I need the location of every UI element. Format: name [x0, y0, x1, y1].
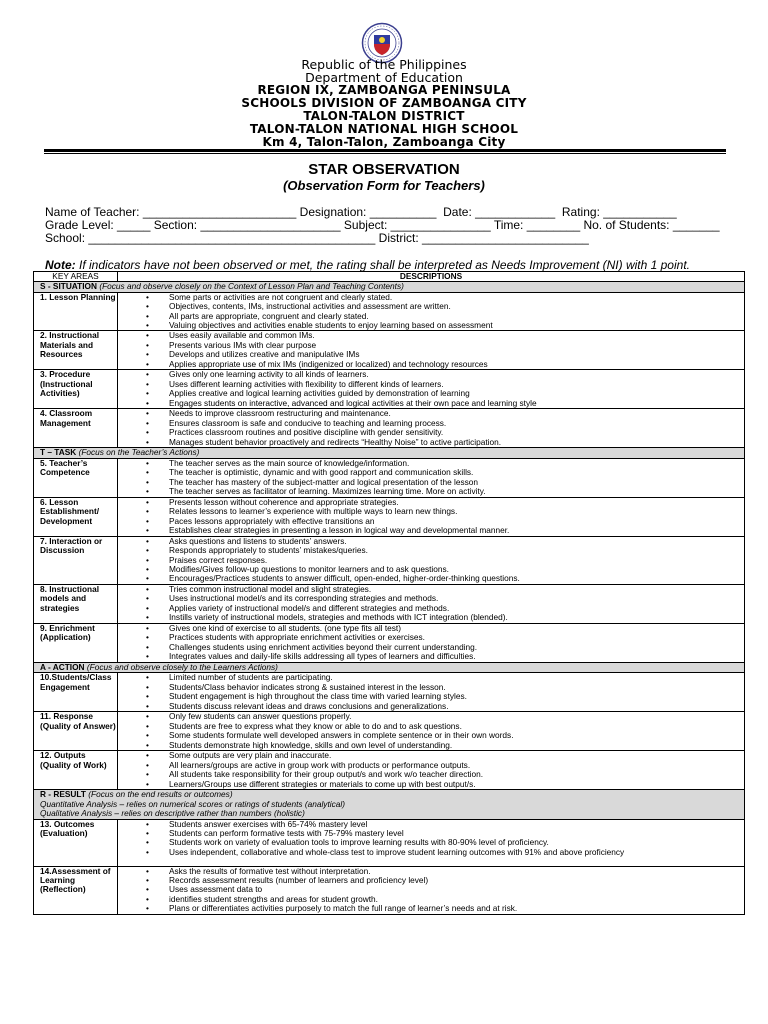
address-line: Km 4, Talon-Talon, Zamboanga City — [262, 135, 506, 149]
table-row — [34, 409, 745, 448]
list-item: • Develops and utilizes creative and manipulative IMs — [124, 350, 744, 359]
description-cell — [118, 292, 745, 331]
field-line-1: Name of Teacher: _______________________ Designation: __________ Date: ____________ Rating: ___________ — [45, 205, 677, 219]
list-item: • Uses instructional model/s and its corresponding strategies and methods. — [124, 594, 744, 603]
list-item: • Needs to improve classroom restructuring and maintenance. — [124, 409, 744, 418]
description-list — [124, 293, 744, 331]
key-areas-header: KEY AREAS — [34, 272, 118, 282]
description-list — [124, 459, 744, 497]
section-row — [34, 662, 745, 672]
description-cell — [118, 458, 745, 497]
key-area-cell: 11. Response (Quality of Answer) — [34, 712, 118, 751]
list-item: • Records assessment results (number of learners and proficiency level) — [124, 876, 744, 885]
description-list — [124, 331, 744, 369]
list-item: • Students demonstrate high knowledge, skills and own level of understanding. — [124, 741, 744, 750]
key-area-cell: 5. Teacher’s Competence — [34, 458, 118, 497]
description-cell — [118, 584, 745, 623]
list-item: • Presents various IMs with clear purpose — [124, 341, 744, 350]
table-row — [34, 370, 745, 409]
description-cell — [118, 536, 745, 584]
key-area-cell: 13. Outcomes (Evaluation) — [34, 819, 118, 866]
description-list — [124, 820, 744, 858]
department-line: Department of Education — [305, 70, 463, 85]
header-rule-thin — [44, 153, 726, 154]
list-item: • Gives only one learning activity to all kinds of learners. — [124, 370, 744, 379]
list-item: • The teacher is optimistic, dynamic and with good rapport and communication skills. — [124, 468, 744, 477]
key-area-cell: 3. Procedure (Instructional Activities) — [34, 370, 118, 409]
key-area-cell: 12. Outputs (Quality of Work) — [34, 751, 118, 790]
table-body — [34, 282, 745, 914]
table-row — [34, 536, 745, 584]
school-line: TALON-TALON NATIONAL HIGH SCHOOL — [249, 122, 519, 136]
section-focus: (Focus on the end results or outcomes) — [85, 789, 233, 800]
table-row — [34, 497, 745, 536]
description-cell — [118, 497, 745, 536]
description-cell — [118, 866, 745, 914]
list-item: • The teacher serves as facilitator of learning. Maximizes learning time. More on activity. — [124, 487, 744, 496]
key-area-cell: 4. Classroom Management — [34, 409, 118, 448]
table-row — [34, 584, 745, 623]
list-item: • Uses different learning activities with flexibility to different kinds of learners. — [124, 380, 744, 389]
key-area-cell: 2. Instructional Materials and Resources — [34, 331, 118, 370]
division-line: SCHOOLS DIVISION OF ZAMBOANGA CITY — [241, 96, 527, 110]
list-item: • Student engagement is high throughout the class time with varied learning styles. — [124, 692, 744, 701]
description-cell — [118, 712, 745, 751]
list-item: • Plans or differentiates activities purposely to match the full range of learner’s needs and at risk. — [124, 904, 744, 913]
list-item: • Ensures classroom is safe and conducive to teaching and learning process. — [124, 419, 744, 428]
description-cell — [118, 623, 745, 662]
table-row — [34, 866, 745, 914]
key-area-cell: 10.Students/Class Engagement — [34, 673, 118, 712]
form-subtitle: (Observation Form for Teachers) — [283, 178, 485, 193]
table-header-row — [34, 272, 745, 282]
section-heading — [34, 282, 745, 292]
list-item: • Some students formulate well developed answers in complete sentence or in their own words. — [124, 731, 744, 740]
list-item: • Students/Class behavior indicates strong & sustained interest in the lesson. — [124, 683, 744, 692]
list-item: • Uses easily available and common IMs. — [124, 331, 744, 340]
list-item: • Students can perform formative tests with 75-79% mastery level — [124, 829, 744, 838]
list-item: • Learners/Groups use different strategies or materials to come up with best output/s. — [124, 780, 744, 789]
description-list — [124, 370, 744, 408]
description-list — [124, 751, 744, 789]
list-item: • Asks the results of formative test without interpretation. — [124, 867, 744, 876]
letterhead-offices — [0, 84, 768, 149]
rating-note — [45, 258, 690, 272]
key-area-cell: 9. Enrichment (Application) — [34, 623, 118, 662]
list-item: • Objectives, contents, IMs, instructional activities and assessment are written. — [124, 302, 744, 311]
section-label: S - SITUATION — [40, 281, 98, 292]
section-focus: (Focus and observe closely to the Learners Actions) — [84, 661, 278, 672]
list-item: • Establishes clear strategies in presenting a lesson in logical way and developmental manner. — [124, 526, 744, 535]
description-cell — [118, 751, 745, 790]
observation-table — [33, 271, 745, 915]
table-row — [34, 819, 745, 866]
region-line: REGION IX, ZAMBOANGA PENINSULA — [257, 83, 511, 97]
field-line-2: Grade Level: _____ Section: _____________________ Subject: _______________ Time: ________ No. of Students: _______ — [45, 218, 720, 232]
descriptions-header: DESCRIPTIONS — [118, 272, 745, 282]
list-item: • Limited number of students are participating. — [124, 673, 744, 682]
letterhead-agency — [0, 58, 768, 84]
section-note: Quantitative Analysis – relies on numerical scores or ratings of students (analytical) — [40, 798, 345, 809]
republic-line: Republic of the Philippines — [301, 57, 467, 72]
list-item: • identifies student strengths and areas for student growth. — [124, 895, 744, 904]
note-label: Note: — [45, 258, 76, 272]
list-item: • Challenges students using enrichment activities beyond their current understanding. — [124, 643, 744, 652]
section-heading — [34, 662, 745, 672]
list-item: • Engages students on interactive, advanced and logical activities at their own pace and learning style — [124, 399, 744, 408]
description-cell — [118, 370, 745, 409]
key-area-cell: 14.Assessment of Learning (Reflection) — [34, 866, 118, 914]
section-label: R - RESULT — [40, 789, 86, 800]
list-item: • All students take responsibility for their group output/s and work w/o teacher direction. — [124, 770, 744, 779]
key-area-cell: 1. Lesson Planning — [34, 292, 118, 331]
description-list — [124, 537, 744, 584]
list-item: • Students work on variety of evaluation tools to improve learning results with 80-90% level of proficiency. — [124, 838, 744, 847]
list-item: • Modifies/Gives follow-up questions to monitor learners and to ask questions. — [124, 565, 744, 574]
description-list — [124, 409, 744, 447]
list-item: • Uses assessment data to — [124, 885, 744, 894]
note-text: If indicators have not been observed or met, the rating shall be interpreted as Needs Improvement (NI) with 1 point. — [75, 258, 690, 272]
list-item: • Applies variety of instructional model/s and different strategies and methods. — [124, 604, 744, 613]
form-title: STAR OBSERVATION — [308, 161, 460, 178]
key-area-cell: 8. Instructional models and strategies — [34, 584, 118, 623]
list-item: • Only few students can answer questions properly. — [124, 712, 744, 721]
list-item: • Practices classroom routines and positive discipline with gender sensitivity. — [124, 428, 744, 437]
table-row — [34, 458, 745, 497]
description-list — [124, 585, 744, 623]
district-line: TALON-TALON DISTRICT — [303, 109, 465, 123]
table-row — [34, 331, 745, 370]
section-heading — [34, 448, 745, 458]
list-item: • Manages student behavior proactively and redirects “Healthy Noise” to active participation. — [124, 438, 744, 447]
list-item: • Students are free to express what they know or able to do and to ask questions. — [124, 722, 744, 731]
list-item: • Tries common instructional model and slight strategies. — [124, 585, 744, 594]
list-item: • Responds appropriately to students’ mistakes/queries. — [124, 546, 744, 555]
list-item: • Asks questions and listens to students’ answers. — [124, 537, 744, 546]
table-row — [34, 712, 745, 751]
list-item: • All learners/groups are active in group work with products or performance outputs. — [124, 761, 744, 770]
teacher-info-fields — [45, 206, 720, 245]
section-note: Qualitative Analysis – relies on descriptive rather than numbers (holistic) — [40, 808, 305, 819]
description-list — [124, 867, 744, 914]
section-row — [34, 790, 745, 819]
list-item: • Praises correct responses. — [124, 556, 744, 565]
list-item: • Instills variety of instructional models, strategies and methods with ICT integration (blended). — [124, 613, 744, 622]
list-item: • The teacher has mastery of the subject-matter and logical presentation of the lesson — [124, 478, 744, 487]
list-item: • Applies creative and logical learning activities guided by demonstration of learning — [124, 389, 744, 398]
list-item: • Students discuss relevant ideas and draws conclusions and generalizations. — [124, 702, 744, 711]
list-item: • Encourages/Practices students to answer difficult, open-ended, higher-order-thinking questions. — [124, 574, 744, 583]
list-item: • Integrates values and daily-life skills addressing all types of learners and difficulties. — [124, 652, 744, 661]
list-item: • Some outputs are very plain and inaccurate. — [124, 751, 744, 760]
section-label: A - ACTION — [40, 661, 85, 672]
key-area-cell: 6. Lesson Establishment/ Development — [34, 497, 118, 536]
list-item: • Practices students with appropriate enrichment activities or exercises. — [124, 633, 744, 642]
section-label: T – TASK — [40, 447, 77, 458]
description-cell — [118, 673, 745, 712]
description-list — [124, 624, 744, 662]
key-area-cell: 7. Interaction or Discussion — [34, 536, 118, 584]
list-item: • Gives one kind of exercise to all students. (one type fits all test) — [124, 624, 744, 633]
list-item: • All parts are appropriate, congruent and clearly stated. — [124, 312, 744, 321]
list-item: • Applies appropriate use of mix IMs (indigenized or localized) and technology resources — [124, 360, 744, 369]
table-row — [34, 673, 745, 712]
description-cell — [118, 819, 745, 866]
list-item: • Valuing objectives and activities enable students to enjoy learning based on assessment — [124, 321, 744, 330]
list-item: • Presents lesson without coherence and appropriate strategies. — [124, 498, 744, 507]
section-heading — [34, 790, 745, 819]
description-list — [124, 673, 744, 711]
section-row — [34, 448, 745, 458]
description-list — [124, 498, 744, 536]
table-row — [34, 751, 745, 790]
description-cell — [118, 409, 745, 448]
section-row — [34, 282, 745, 292]
field-line-3: School: ___________________________________________ District: _________________________ — [45, 231, 589, 245]
list-item: • Students answer exercises with 65-74% mastery level — [124, 820, 744, 829]
description-list — [124, 712, 744, 750]
list-item: • The teacher serves as the main source of knowledge/information. — [124, 459, 744, 468]
header-rule-thick — [44, 149, 726, 152]
section-focus: (Focus and observe closely on the Context of Lesson Plan and Teaching Contents) — [97, 281, 404, 292]
table-row — [34, 292, 745, 331]
list-item: • Uses independent, collaborative and whole-class test to improve student learning outcomes with 91% and above proficiency — [124, 848, 744, 857]
description-cell — [118, 331, 745, 370]
list-item: • Paces lessons appropriately with effective transitions an — [124, 517, 744, 526]
section-focus: (Focus on the Teacher’s Actions) — [76, 447, 200, 458]
list-item: • Relates lessons to learner’s experience with multiple ways to learn new things. — [124, 507, 744, 516]
list-item: • Some parts or activities are not congruent and clearly stated. — [124, 293, 744, 302]
table-row — [34, 623, 745, 662]
